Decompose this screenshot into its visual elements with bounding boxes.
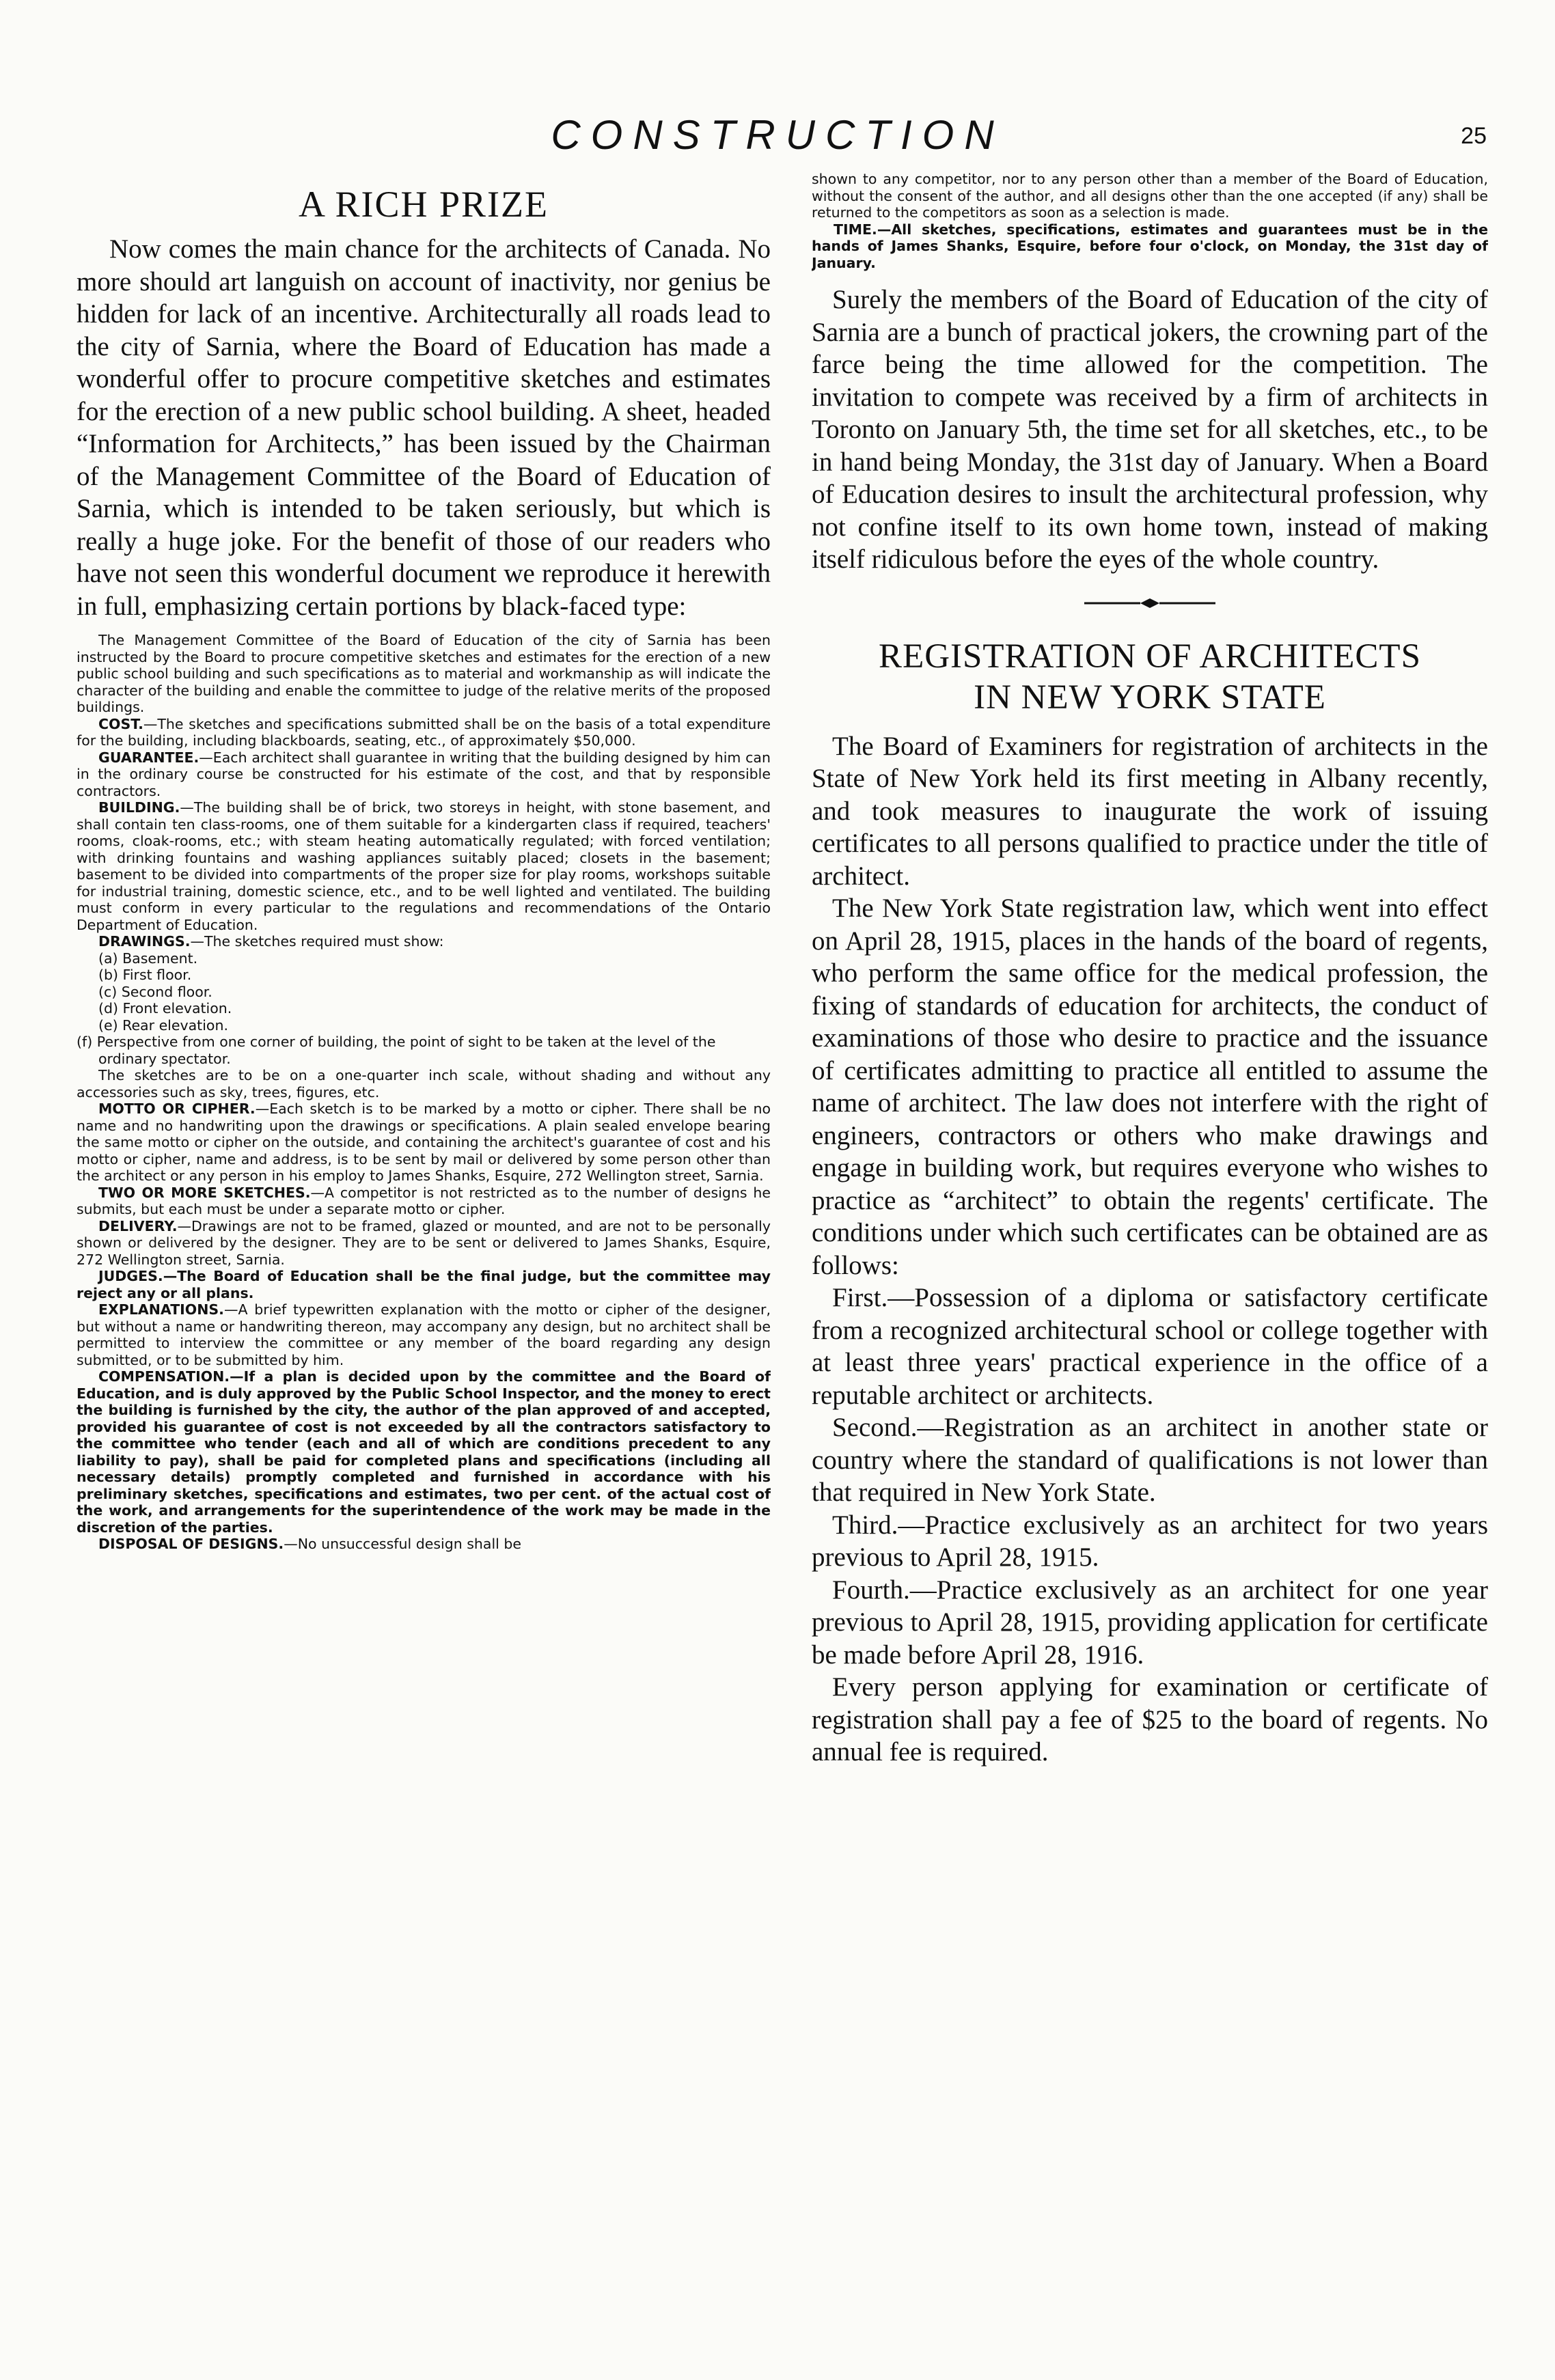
registration-paragraph: The New York State registration law, which went into effect on April 28, 1915, places in the hands of the board of regents, who perform the same office for the medical profession, the fixing of standards of education for architects, the conduct of examinations of those who desire to practice and the issuance of certificates admitting to practice all entitled to assume the name of architect. The law does not interfere with the right of engineers, contractors or others who make drawings and engage in building work, but requires everyone who wishes to practice as “architect” to obtain the regents' certificate. The conditions under which such certificates can be obtained are as follows: (812, 894, 1488, 1280)
rule-text: —All sketches, specifications, estimates and guarantees must be in the hands of James Shanks, Esquire, before four o'clock, on Monday, the 31st day of January. (812, 221, 1488, 271)
rule-label: GUARANTEE. (98, 749, 199, 766)
rule-drawings (77, 933, 771, 950)
rule-text: —The sketches and specifications submitted shall be on the basis of a total expenditure for the building, including blackboards, seating, etc., of approximately $50,000. (77, 715, 771, 749)
rule-judges (77, 1268, 771, 1301)
rule-delivery (77, 1218, 771, 1269)
rule-label: JUDGES. (98, 1268, 163, 1285)
rule-label: COST. (98, 715, 143, 732)
registration-paragraph: Third.—Practice exclusively as an architect for two years previous to April 28, 1915. (812, 1510, 1488, 1572)
registration-paragraph: Every person applying for examination or certificate of registration shall pay a fee of $25 to the board of regents. No annual fee is required. (812, 1672, 1488, 1767)
headline-line: IN NEW YORK STATE (974, 678, 1326, 717)
rule-text: —The building shall be of brick, two storeys in height, with stone basement, and shall contain ten class-rooms, one of them suitable for a kindergarten class if required, teachers' rooms, cloak-rooms, etc.; with steam heating automatically regulated; with forced ventilation; with drinking fountains and washing appliances suitably placed; closets in the basement; basement to be divided into compartments of the proper size for play rooms, workshops suitable for industrial training, domestic science, etc., and to be well lighted and ventilated. The building must conform in every particular to the regulations and recommendations of the Ontario Department of Education. (77, 799, 771, 933)
rule-label: TIME. (834, 221, 877, 238)
ornament-divider-icon (1082, 596, 1218, 610)
registration-paragraph: Fourth.—Practice exclusively as an architect for one year previous to April 28, 1915, providing application for certificate be made before April 28, 1916. (812, 1575, 1488, 1670)
article-headline-registration (812, 636, 1488, 718)
rules-intro: The Management Committee of the Board of Education of the city of Sarnia has been instructed by the Board to procure competitive sketches and estimates for the erection of a new public school building and such specifications as to material and workmanship as will indicate the character of the building and enable the committee to judge of the relative merits of the proposed buildings. (77, 632, 771, 716)
rule-text: —The Board of Education shall be the final judge, but the committee may reject any or all plans. (77, 1268, 771, 1301)
registration-paragraph: The Board of Examiners for registration of architects in the State of New York held its first meeting in Albany recently, and took measures to inaugurate the work of issuing certificates to all persons qualified to practice under the title of architect. (812, 731, 1488, 891)
list-item: (f) Perspective from one corner of building, the point of sight to be taken at the level of the ordinary spectator. (77, 1034, 716, 1067)
rule-building (77, 799, 771, 933)
rule-explanations (77, 1301, 771, 1368)
rule-label: DELIVERY. (98, 1217, 178, 1234)
page-number: 25 (1461, 123, 1487, 149)
list-item: (b) First floor. (98, 967, 192, 984)
rule-disposal (77, 1536, 771, 1553)
list-item: (d) Front elevation. (98, 1000, 232, 1017)
rule-text: —Each architect shall guarantee in writing that the building designed by him can in the ordinary course be constructed for his estimate of the cost, and that by responsible contractors. (77, 749, 771, 799)
rule-time (812, 221, 1488, 272)
rule-text: —A brief typewritten explanation with the motto or cipher of the designer, but without a name or handwriting thereon, may accompany any design, but no architect shall be permitted to interview the committee or any member of the board regarding any design submitted, or to be submitted by him. (77, 1301, 771, 1368)
rule-cost (77, 716, 771, 749)
rule-text: —A competitor is not restricted as to the number of designs he submits, but each must be under a separate motto or cipher. (77, 1184, 771, 1218)
disposal-continued: shown to any competitor, nor to any person other than a member of the Board of Education, without the consent of the author, and all designs other than the one accepted (if any) shall be returned to the competitors as soon as a selection is made. (812, 171, 1488, 221)
list-item: (e) Rear elevation. (98, 1016, 228, 1034)
editorial-comment: Surely the members of the Board of Education of the city of Sarnia are a bunch of practical jokers, the crowning part of the farce being the time allowed for the competition. The invitation to compete was received by a firm of architects in Toronto on January 5th, the time set for all sketches, etc., to be in hand being Monday, the 31st day of January. When a Board of Education desires to insult the architectural profession, why not confine itself to its own home town, instead of making itself ridiculous before the eyes of the whole country. (812, 285, 1488, 574)
right-column (812, 171, 1488, 2295)
rule-compensation (77, 1368, 771, 1536)
rule-label: BUILDING. (98, 799, 180, 816)
rule-two-or-more (77, 1185, 771, 1218)
list-item: (c) Second floor. (98, 983, 212, 1000)
rule-text: —Each sketch is to be marked by a motto or cipher. There shall be no name and no handwriting upon the drawings or specifications. A plain sealed envelope bearing the same motto or cipher on the outside, and containing the architect's guarantee of cost and his motto or cipher, name and address, is to be sent by mail or delivered by some person other than the architect or any person in his employ to James Shanks, Esquire, 272 Wellington street, Sarnia. (77, 1101, 771, 1185)
rule-motto (77, 1101, 771, 1185)
intro-paragraph: Now comes the main chance for the architects of Canada. No more should art languish on account of inactivity, nor genius be hidden for lack of an incentive. Architecturally all roads lead to the city of Sarnia, where the Board of Education has made a wonderful offer to procure competitive sketches and estimates for the erection of a new public school building. A sheet, headed “Information for Architects,” has been issued by the Chairman of the Management Committee of the Board of Education of Sarnia, which is intended to be taken seriously, but which is really a huge joke. For the benefit of those of our readers who have not seen this wonderful document we reproduce it herewith in full, emphasizing certain portions by black-faced type: (77, 234, 771, 621)
list-item: (a) Basement. (98, 950, 198, 967)
rule-text: —The sketches required must show: (190, 933, 444, 950)
rule-label: EXPLANATIONS. (98, 1301, 224, 1318)
article-headline-rich-prize: A RICH PRIZE (298, 184, 549, 225)
rule-label: MOTTO OR CIPHER. (98, 1101, 256, 1118)
running-head (0, 112, 1555, 169)
headline-line: REGISTRATION OF ARCHITECTS (879, 637, 1421, 676)
registration-paragraph: First.—Possession of a diploma or satisfactory certificate from a recognized architectural school or college together with at least three years' practical experience in the office of a reputable architect or architects. (812, 1283, 1488, 1410)
rule-label: DISPOSAL OF DESIGNS. (98, 1536, 284, 1553)
section-divider (812, 576, 1488, 631)
rule-text: —Drawings are not to be framed, glazed or mounted, and are not to be personally shown or delivered by the designer. They are to be sent or delivered to James Shanks, Esquire, 272 Wellington street, Sarnia. (77, 1217, 771, 1268)
left-column (77, 171, 771, 2316)
magazine-title: CONSTRUCTION (551, 112, 1004, 158)
drawings-list (77, 950, 771, 1068)
rule-text: —If a plan is decided upon by the committee and the Board of Education, and is duly approved by the Public School Inspector, and the money to erect the building is furnished by the city, the author of the plan approved of and accepted, provided his guarantee of cost is not exceeded by all the contractors satisfactory to the committee who tender (each and all of which are conditions precedent to any liability to pay), shall be paid for completed plans and specifications (including all necessary details) promptly completed and furnished in accordance with his preliminary sketches, specifications and estimates, two per cent. of the actual cost of the work, and arrangements for the superintendence of the work may be made in the discretion of the parties. (77, 1368, 771, 1536)
rule-label: TWO OR MORE SKETCHES. (98, 1184, 311, 1201)
registration-paragraph: Second.—Registration as an architect in another state or country where the standard of qualifications is not lower than that required in New York State. (812, 1413, 1488, 1507)
rule-guarantee (77, 749, 771, 800)
rule-text: —No unsuccessful design shall be (284, 1536, 521, 1553)
rule-label: DRAWINGS. (98, 933, 191, 950)
rule-label: COMPENSATION. (98, 1368, 230, 1385)
drawings-note: The sketches are to be on a one-quarter inch scale, without shading and without any accessories such as sky, trees, figures, etc. (77, 1067, 771, 1101)
